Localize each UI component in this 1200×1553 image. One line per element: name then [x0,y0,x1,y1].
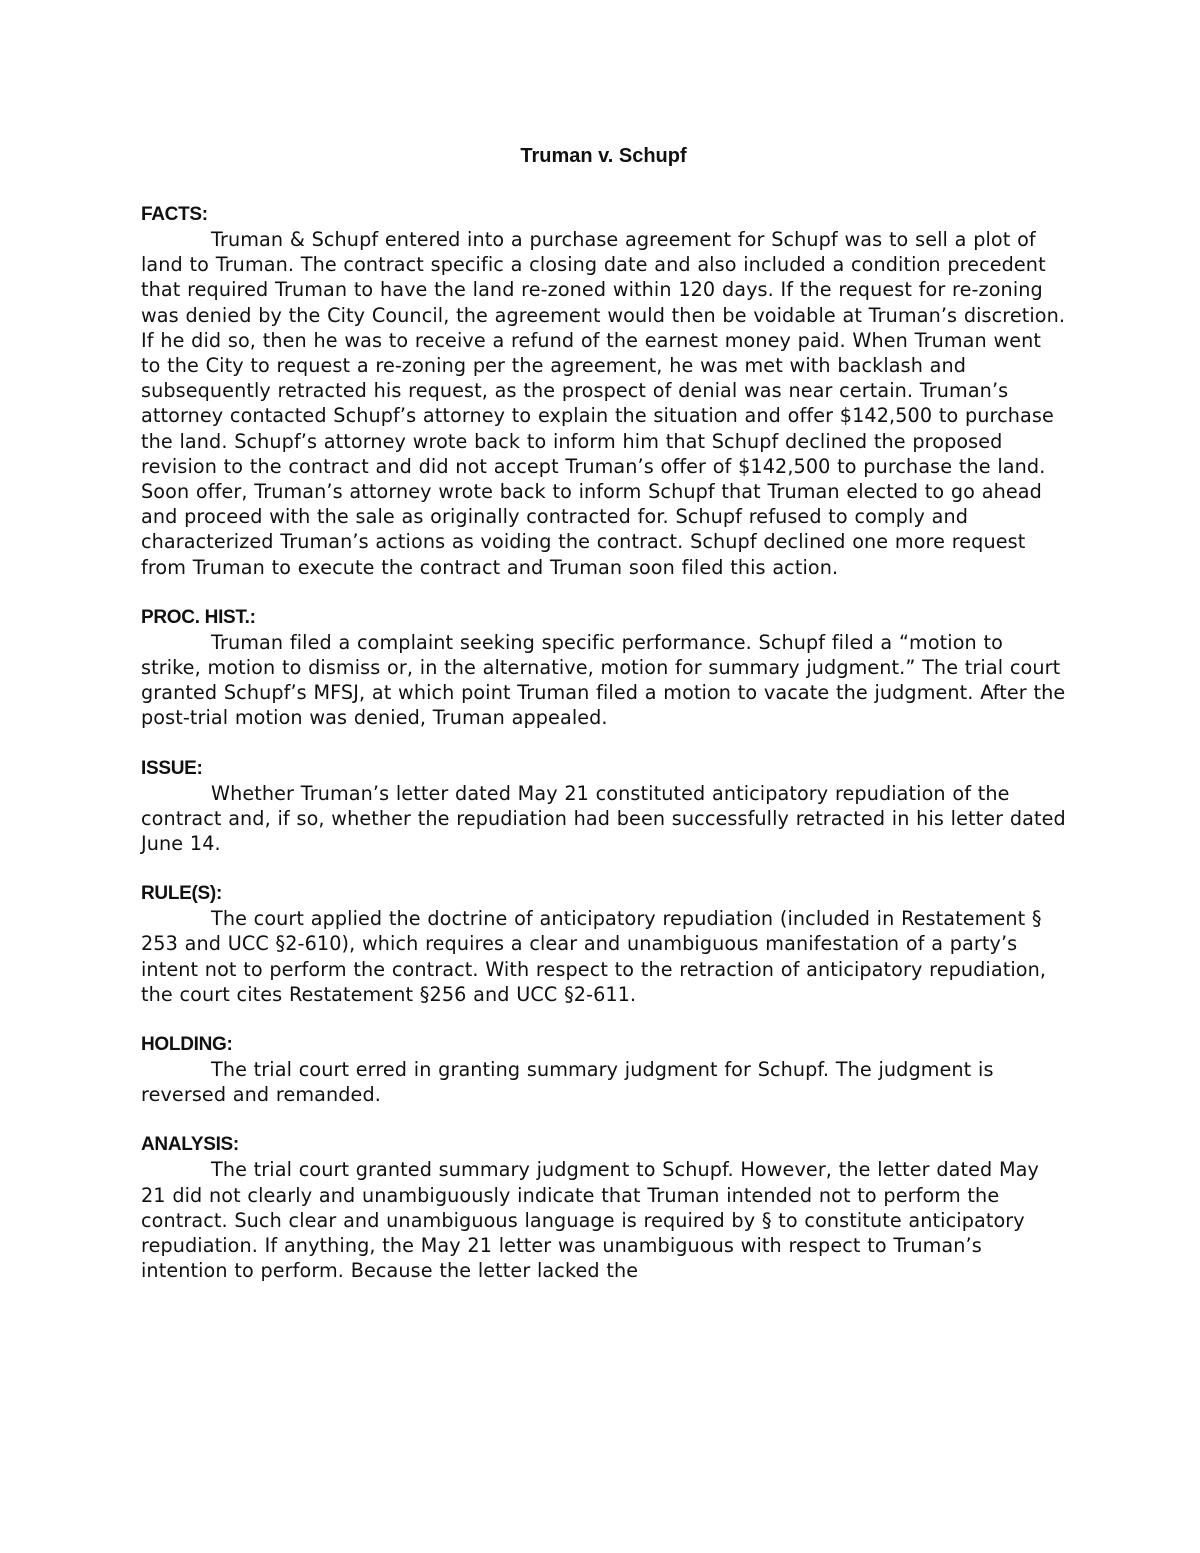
section-heading-rules: RULE(S): [141,883,222,905]
section-heading-facts: FACTS: [141,204,208,225]
section-heading-holding: HOLDING: [141,1034,233,1056]
section-body-holding: The trial court erred in granting summary judgment for Schupf. The judgment is reversed and remanded. [141,1058,994,1107]
section-heading-proc-hist: PROC. HIST.: [141,606,256,628]
document-title: Truman v. Schupf [520,145,687,167]
section-body-facts: Truman & Schupf entered into a purchase agreement for Schupf was to sell a plot of land to Truman. The contract specific a closing date and also included a condition precedent that required Truman to have the land re-zoned within 120 days. If the request for re-zoning was denied by the City Council, the agreement would then be voidable at Truman’s discretion. If he did so, then he was to receive a refund of the earnest money paid. When Truman went to the City to request a re-zoning per the agreement, he was met with backlash and subsequently retracted his request, as the prospect of denial was near certain. Truman’s attorney contacted Schupf’s attorney to explain the situation and offer $142,500 to purchase the land. Schupf’s attorney wrote back to inform him that Schupf declined the proposed revision to the contract and did not accept Truman’s offer of $142,500 to purchase the land. Soon offer, Truman’s attorney wrote back to inform Schupf that Truman elected to go ahead and proceed with the sale as originally contracted for. Schupf refused to comply and characterized Truman’s actions as voiding the contract. Schupf declined one more request from Truman to execute the contract and Truman soon filed this action. [141,228,1066,579]
section-body-issue: Whether Truman’s letter dated May 21 constituted anticipatory repudiation of the contract and, if so, whether the repudiation had been successfully retracted in his letter dated June 14. [141,781,1066,856]
section-holding [141,1032,1066,1107]
section-facts [141,202,1066,580]
section-body-proc-hist: Truman filed a complaint seeking specific performance. Schupf filed a “motion to strike, motion to dismiss or, in the alternative, motion for summary judgment.” The trial court granted Schupf’s MFSJ, at which point Truman filed a motion to vacate the judgment. After the post-trial motion was denied, Truman appealed. [141,630,1066,730]
section-analysis [141,1132,1066,1283]
section-rules [141,881,1066,1007]
section-heading-issue: ISSUE: [141,757,203,779]
section-body-analysis: The trial court granted summary judgment to Schupf. However, the letter dated May 21 did not clearly and unambiguously indicate that Truman intended not to perform the contract. Such clear and unambiguous language is required by § to constitute anticipatory repudiation. If anything, the May 21 letter was unambiguous with respect to Truman’s intention to perform. Because the letter lacked the [141,1158,1039,1283]
section-issue [141,756,1066,857]
section-proc-hist [141,605,1066,731]
document-content [141,143,1066,1309]
section-heading-analysis: ANALYSIS: [141,1134,239,1156]
section-body-rules: The court applied the doctrine of anticipatory repudiation (included in Restatement § 253 and UCC §2-610), which requires a clear and unambiguous manifestation of a party’s intent not to perform the contract. With respect to the retraction of anticipatory repudiation, the court cites Restatement §256 and UCC §2-611. [141,907,1047,1006]
